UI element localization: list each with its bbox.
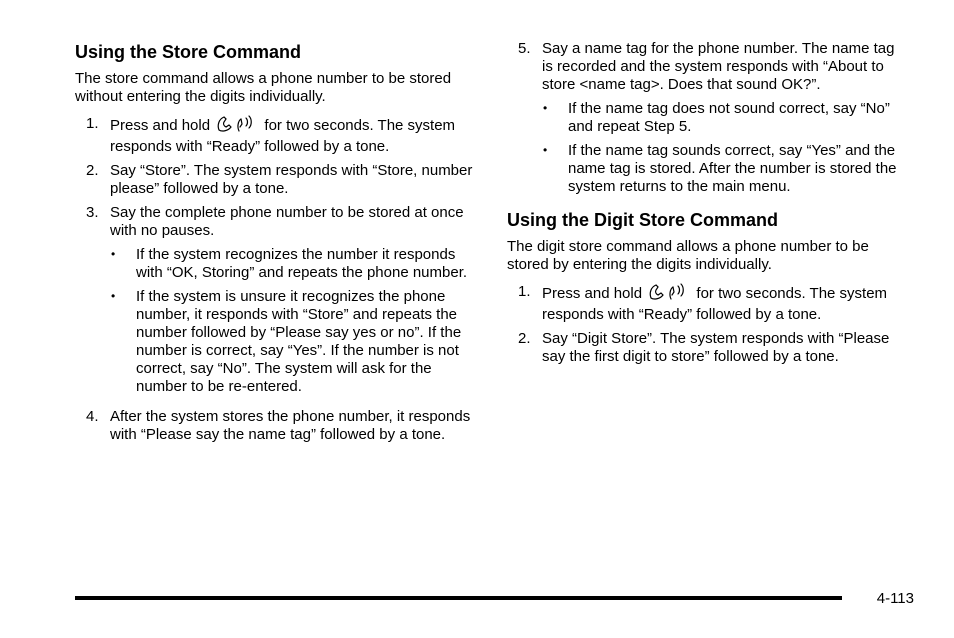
store-command-intro: The store command allows a phone number to be stored without entering the digits individually.	[75, 70, 452, 105]
bullet-marker: •	[543, 143, 548, 157]
step-number: 4.	[86, 408, 99, 425]
step-number: 3.	[86, 204, 99, 221]
phone-handset-icon	[218, 117, 231, 131]
step-text: Say a name tag for the phone number. The name tag is recorded and the system responds with “About to store <name tag>. Does that sound OK?”.	[542, 40, 895, 93]
step-number: 1.	[518, 283, 531, 300]
list-item	[75, 204, 480, 402]
step-text: Press and hold	[110, 117, 211, 134]
list-item	[75, 162, 480, 198]
page-number: 4-113	[876, 590, 914, 607]
bullet-text: If the system recognizes the number it responds with “OK, Storing” and repeats the phone number.	[136, 246, 468, 281]
step-text: Press and hold	[542, 285, 643, 302]
step-text: Say “Digit Store”. The system responds with “Please say the first digit to store” followed by a tone.	[542, 330, 890, 365]
sub-bullet-list	[542, 100, 902, 196]
bullet-text: If the system is unsure it recognizes the phone number, it responds with “Store” and repeats the number followed by “Please say yes or no”. If the number is correct, say “Yes”. If the number is not correct, say “No”. The system will ask for the number to be re-entered.	[136, 288, 462, 395]
step-number: 1.	[86, 115, 99, 132]
list-item	[75, 408, 480, 444]
bullet-marker: •	[543, 101, 548, 115]
store-command-heading: Using the Store Command	[75, 42, 302, 62]
step-number: 2.	[518, 330, 531, 347]
step-text: Say “Store”. The system responds with “Store, number please” followed by a tone.	[110, 162, 473, 197]
step-text: for two seconds. The system responds with “Ready” followed by a tone.	[542, 285, 888, 323]
bullet-marker: •	[111, 289, 116, 303]
bullet-item	[542, 100, 902, 136]
bullet-item	[110, 246, 480, 282]
voice-recognition-icon	[238, 116, 251, 131]
store-steps-list	[75, 115, 480, 444]
right-column	[507, 40, 902, 372]
list-item	[507, 40, 902, 202]
step-number: 2.	[86, 162, 99, 179]
bullet-item	[110, 288, 480, 396]
step-text: for two seconds. The system responds with “Ready” followed by a tone.	[110, 117, 456, 155]
store-steps-continued-list	[507, 40, 902, 202]
digit-store-steps-list	[507, 283, 902, 366]
bullet-text: If the name tag sounds correct, say “Yes” and the name tag is stored. After the number is stored the system returns to the main menu.	[568, 142, 897, 195]
step-text: Say the complete phone number to be stored at once with no pauses.	[110, 204, 464, 239]
step-number: 5.	[518, 40, 531, 57]
bullet-text: If the name tag does not sound correct, say “No” and repeat Step 5.	[568, 100, 890, 135]
digit-store-heading: Using the Digit Store Command	[507, 210, 779, 230]
phone-handset-icon	[650, 285, 663, 299]
list-item	[507, 283, 902, 324]
step-text: After the system stores the phone number, it responds with “Please say the name tag” followed by a tone.	[110, 408, 471, 443]
list-item	[507, 330, 902, 366]
left-column	[75, 40, 480, 450]
sub-bullet-list	[110, 246, 480, 396]
voice-recognition-icon	[670, 284, 683, 299]
bullet-marker: •	[111, 247, 116, 261]
footer-rule	[75, 596, 842, 600]
list-item	[75, 115, 480, 156]
digit-store-intro: The digit store command allows a phone number to be stored by entering the digits individually.	[507, 238, 869, 273]
bullet-item	[542, 142, 902, 196]
